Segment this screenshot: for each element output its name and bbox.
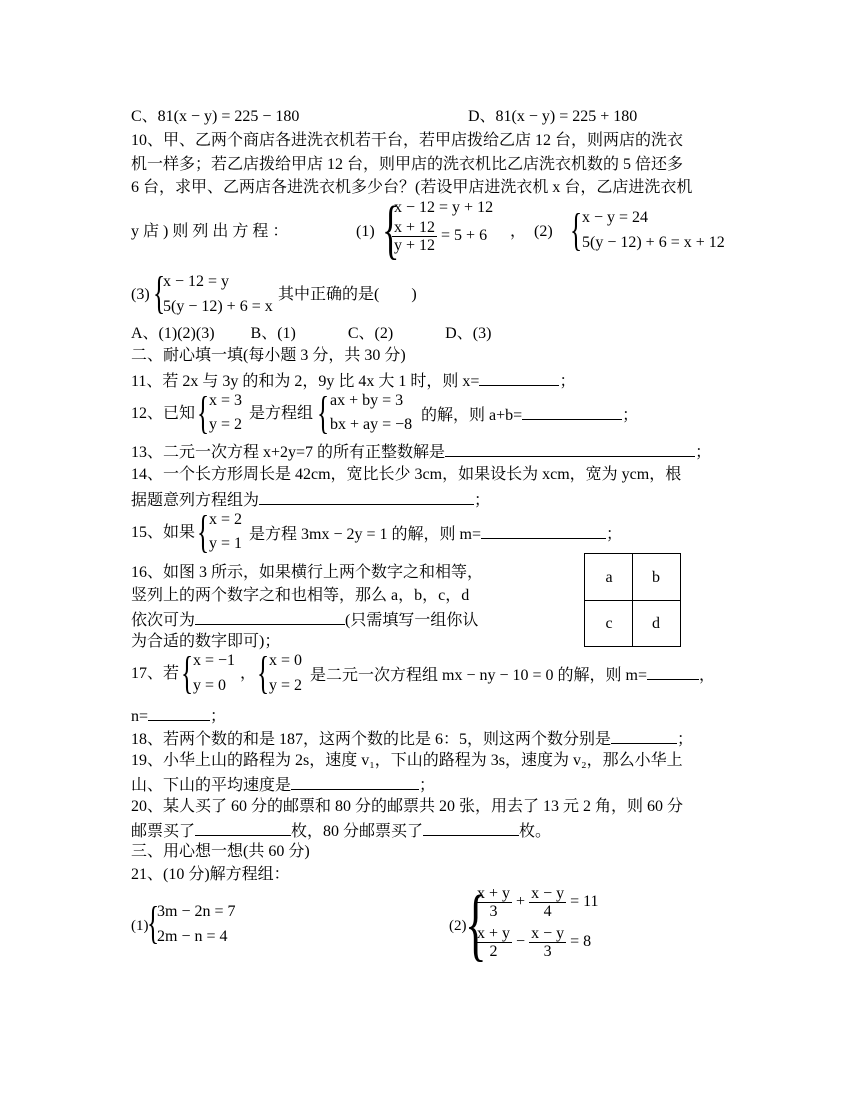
fraction-numerator: x − y	[531, 925, 565, 942]
brace-icon: {	[317, 387, 330, 438]
q15-answer-blank[interactable]	[481, 523, 606, 539]
q9-option-c: C、81(x − y) = 225 − 180	[131, 108, 300, 125]
q12-system-a	[197, 387, 252, 440]
q10-sys1-label: (1)	[356, 223, 375, 240]
q10-line3: 6 台，求甲、乙两店各进洗衣机多少台？(若设甲店进洗衣机 x 台，乙店进洗衣机	[131, 179, 693, 196]
q21-p1-eq1: 3m − 2n = 7	[157, 903, 236, 920]
q16-line3	[131, 609, 478, 631]
q12-b-eq2: bx + ay = −8	[330, 416, 413, 433]
q10-sys2-eq1: x − y = 24	[582, 209, 649, 226]
q10-line4-prefix: y 店 ) 则 列 出 方 程 ：	[131, 223, 289, 240]
q17-comma: ，	[240, 665, 257, 682]
q12-prefix: 12、已知	[131, 405, 196, 422]
q20-80-blank[interactable]	[423, 820, 519, 836]
q17-n-blank[interactable]	[148, 705, 210, 721]
grid-cell-a: a	[605, 568, 613, 586]
q16-line4: 为合适的数字即可)；	[131, 633, 281, 650]
q19-line2	[131, 774, 435, 796]
q10-system-3	[153, 267, 283, 320]
q17-b-eq2: y = 2	[269, 677, 303, 694]
q16-line2: 竖列上的两个数字之和也相等，那么 a，b，c，d	[131, 587, 470, 604]
section2-title: 二、耐心填一填(每小题 3 分，共 30 分)	[131, 347, 406, 364]
figure3-grid	[584, 553, 681, 647]
brace-icon: {	[197, 387, 210, 438]
q15-suffix	[249, 523, 622, 545]
q21-p2-label: (2)	[449, 918, 467, 934]
q10-system-1	[382, 193, 512, 267]
fraction-numerator: x + 12	[394, 219, 436, 236]
fraction-rhs: = 5 + 6	[441, 227, 488, 245]
grid-cell-b: b	[652, 568, 660, 586]
q16-line3-prefix: 依次可为	[131, 612, 196, 629]
q17-prefix: 17、若	[131, 665, 180, 682]
q10-options: A、(1)(2)(3) B、(1) C、(2) D、(3)	[131, 325, 492, 342]
brace-icon: {	[153, 267, 166, 318]
equation-rhs: = 11	[570, 893, 599, 911]
q18-text: 18、若两个数的和是 187，这两个数的比是 6：5，则这两个数分别是	[131, 731, 612, 748]
q21-p2-eq1	[475, 885, 599, 920]
q17-system-a	[181, 647, 241, 700]
q13-punct: ；	[695, 444, 712, 461]
q10-sys2-eq2: 5(y − 12) + 6 = x + 12	[582, 234, 725, 251]
q10-sys1-eq2	[392, 219, 487, 254]
fraction-denominator: y + 12	[394, 237, 436, 254]
q16-line3-suffix: (只需填写一组你认	[345, 612, 479, 629]
fraction-denominator: 2	[489, 943, 498, 960]
fraction-numerator: x − y	[531, 885, 565, 902]
q21-p1-eq2: 2m − n = 4	[157, 928, 228, 945]
q10-line1: 10、甲、乙两个商店各进洗衣机若干台，若甲店拨给乙店 12 台，则两店的洗衣	[131, 132, 684, 149]
q10-sys3-eq1: x − 12 = y	[163, 273, 230, 290]
q21-p2-eq2	[475, 925, 591, 960]
q17-a-eq2: y = 0	[193, 677, 227, 694]
q10-system-2	[570, 204, 735, 257]
q20-line1: 20、某人买了 60 分的邮票和 80 分的邮票共 20 张，用去了 13 元 2 角，则 60 分	[131, 798, 684, 815]
section3-title: 三、用心想一想(共 60 分)	[131, 843, 310, 860]
q19-answer-blank[interactable]	[291, 774, 419, 790]
q10-sys3-suffix: 其中正确的是( )	[278, 286, 417, 303]
q13-text: 13、二元一次方程 x+2y=7 的所有正整数解是	[131, 444, 446, 461]
fraction-denominator: 3	[543, 943, 552, 960]
q10-line2: 机一样多；若乙店拨给甲店 12 台，则甲店的洗衣机比乙店洗衣机数的 5 倍还多	[131, 156, 684, 173]
grid-cell-d: d	[652, 614, 660, 632]
q17-n	[131, 705, 226, 727]
brace-icon: {	[465, 878, 487, 969]
q16-answer-blank[interactable]	[195, 609, 345, 625]
q14-punct: ；	[474, 492, 491, 509]
q10-comma: ，	[510, 223, 527, 240]
q13	[131, 441, 711, 463]
q10-sys3-label: (3)	[131, 286, 150, 303]
q20-line2	[131, 820, 551, 842]
fraction-numerator: x + y	[477, 925, 511, 942]
q15-punct: ；	[605, 526, 622, 543]
q15-suffix-text: 是方程 3mx − 2y = 1 的解，则 m=	[249, 526, 481, 543]
q21-system-2	[465, 878, 625, 969]
q15-eq1: x = 2	[209, 511, 243, 528]
q9-option-d: D、81(x − y) = 225 + 180	[468, 108, 638, 125]
q12-system-b	[317, 387, 422, 440]
q11-answer-blank[interactable]	[479, 370, 559, 386]
q17-n-prefix: n=	[131, 708, 149, 725]
q17-suffix	[310, 664, 715, 686]
brace-icon: {	[181, 647, 194, 698]
grid-cell-c: c	[605, 614, 613, 632]
q15-eq2: y = 1	[209, 535, 243, 552]
q21-title: 21、(10 分)解方程组：	[131, 866, 290, 883]
q18-answer-blank[interactable]	[611, 728, 677, 744]
q19-line1: 19、小华上山的路程为 2s，速度 v₁，下山的路程为 3s，速度为 v₂，那么小华上	[131, 752, 683, 769]
fraction-denominator: 3	[489, 903, 498, 920]
q12-a-eq1: x = 3	[209, 392, 243, 409]
q19-punct: ；	[419, 777, 436, 794]
q12-suffix	[421, 404, 638, 426]
minus-sign: −	[516, 933, 526, 951]
q17-suffix-text: 是二元一次方程组 mx − ny − 10 = 0 的解，则 m=	[310, 667, 647, 684]
q12-mid: 是方程组	[249, 405, 314, 422]
q17-n-punct: ；	[210, 708, 227, 725]
brace-icon: {	[197, 506, 210, 557]
q20-line2-a: 邮票买了	[131, 823, 196, 840]
q14-line2-text: 据题意列方程组为	[131, 492, 260, 509]
brace-icon: {	[147, 897, 160, 948]
q15-prefix: 15、如果	[131, 524, 196, 541]
q20-60-blank[interactable]	[195, 820, 291, 836]
brace-icon: {	[382, 193, 400, 266]
fraction-denominator: 4	[543, 903, 552, 920]
q17-b-eq1: x = 0	[269, 652, 303, 669]
q12-b-eq1: ax + by = 3	[330, 392, 404, 409]
q14-line1: 14、一个长方形周长是 42cm，宽比长少 3cm，如果设长为 xcm，宽为 ycm，根	[131, 466, 682, 483]
equation-rhs: = 8	[570, 933, 592, 951]
q17-m-blank[interactable]	[647, 664, 699, 680]
q17-system-b	[257, 647, 312, 700]
q12-suffix-text: 的解，则 a+b=	[421, 407, 523, 424]
q11-text: 11、若 2x 与 3y 的和为 2，9y 比 4x 大 1 时，则 x=	[131, 373, 480, 390]
q12-punct: ；	[622, 407, 639, 424]
brace-icon: {	[257, 647, 270, 698]
q12-answer-blank[interactable]	[522, 404, 622, 420]
plus-sign: +	[516, 893, 526, 911]
q17-punct: ，	[699, 667, 716, 684]
q14-line2	[131, 489, 490, 511]
q16-line1: 16、如图 3 所示，如果横行上两个数字之和相等，	[131, 564, 484, 581]
q11-punct: ；	[559, 373, 576, 390]
q12-a-eq2: y = 2	[209, 416, 243, 433]
q17-a-eq1: x = −1	[193, 652, 236, 669]
q20-line2-c: 枚。	[519, 823, 552, 840]
q21-p1-label: (1)	[131, 918, 149, 934]
q14-answer-blank[interactable]	[259, 489, 474, 505]
q13-answer-blank[interactable]	[445, 441, 695, 457]
q10-sys3-eq2: 5(y − 12) + 6 = x	[163, 298, 273, 315]
q20-line2-b: 枚，80 分邮票买了	[291, 823, 424, 840]
brace-icon: {	[570, 204, 583, 255]
q19-line2-text: 山、下山的平均速度是	[131, 777, 292, 794]
q18	[131, 728, 693, 750]
q10-sys1-eq1: x − 12 = y + 12	[394, 199, 494, 216]
q21-system-1	[147, 897, 257, 950]
q15-system	[197, 506, 252, 559]
q10-sys2-label: (2)	[534, 223, 553, 240]
q18-punct: ；	[677, 731, 694, 748]
fraction-numerator: x + y	[477, 885, 511, 902]
